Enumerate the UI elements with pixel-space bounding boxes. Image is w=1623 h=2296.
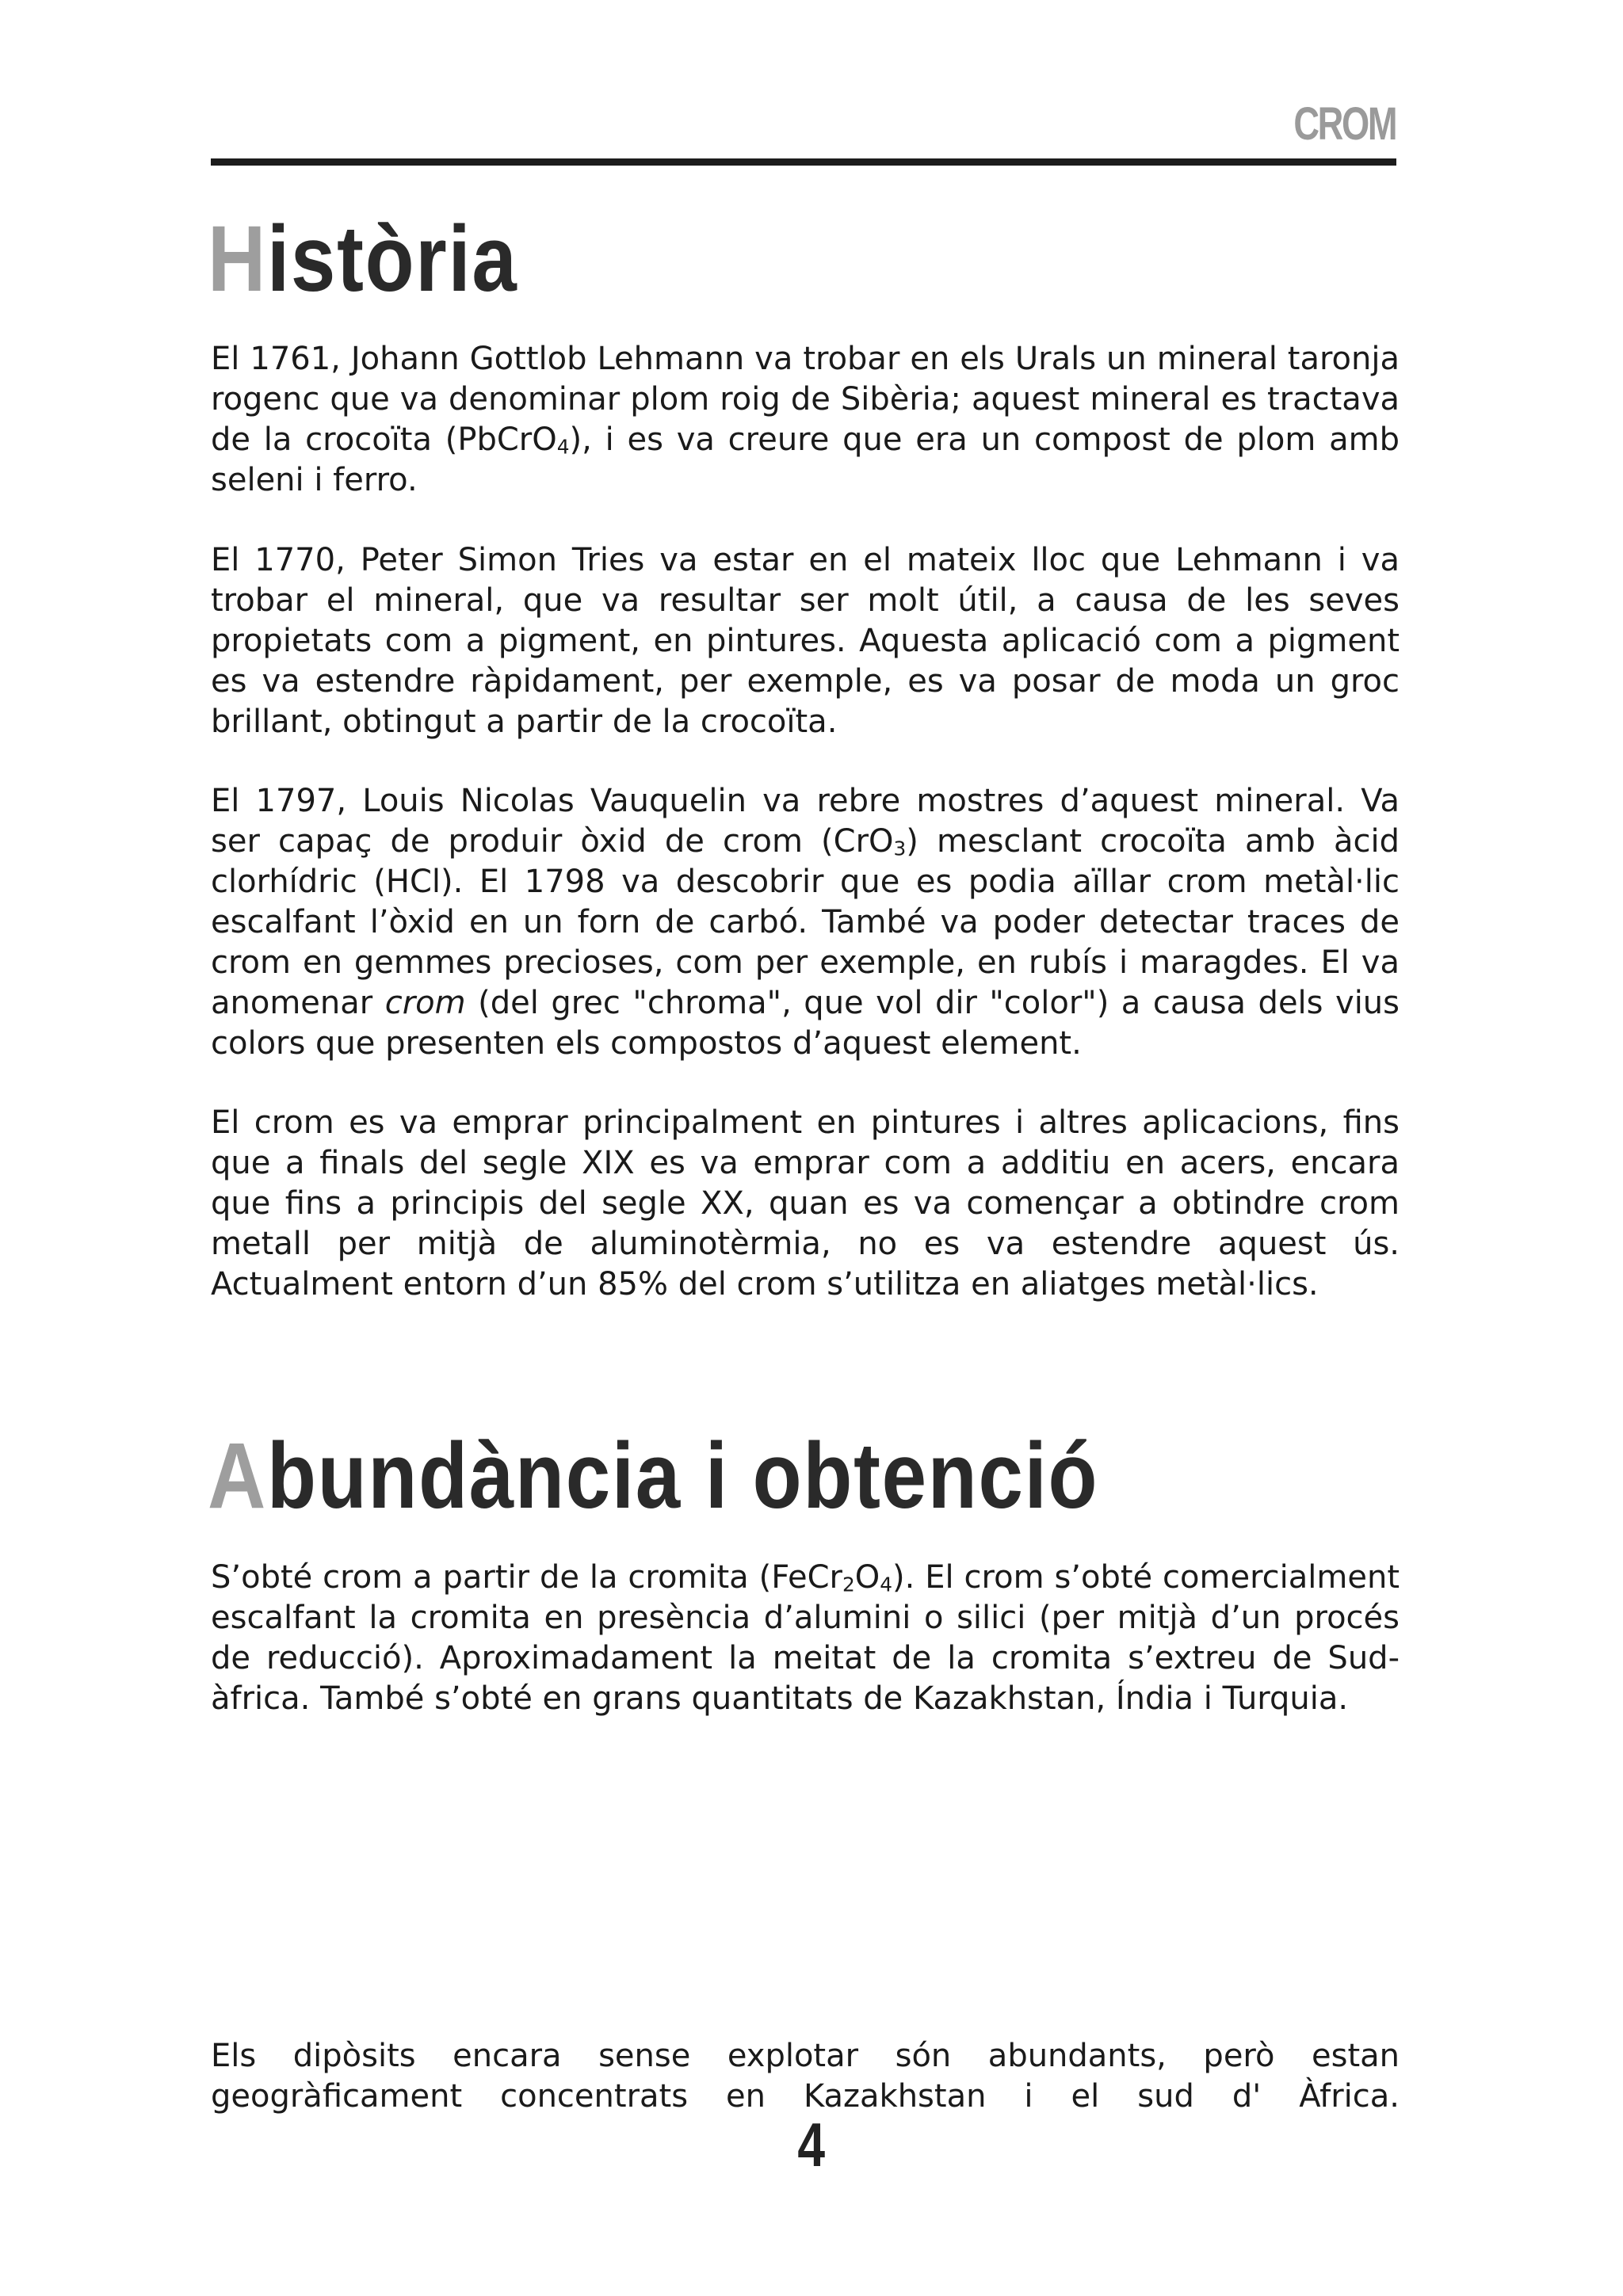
subscript: 2 bbox=[842, 1573, 855, 1596]
text-run: El 1797, Louis Nicolas Vauquelin va rebre mostres d’aquest mineral. Va ser capaç de produir òxid de crom (CrO bbox=[211, 783, 1400, 860]
text-run: S’obté crom a partir de la cromita (FeCr bbox=[211, 1559, 842, 1596]
section-heading-abundancia bbox=[208, 1424, 1099, 1528]
header-title: CROM bbox=[1293, 98, 1396, 150]
paragraph bbox=[211, 540, 1400, 742]
text-run: El 1761, Johann Gottlob Lehmann va trobar en els Urals un mineral taronja rogenc que va denominar plom roig de Sibèria; aquest mineral es tractava de la crocoïta (PbCrO bbox=[211, 341, 1400, 458]
text-run: ) mesclant crocoïta amb àcid clorhídric (HCl). El 1798 va descobrir que es podia aïllar crom metàl·lic escalfant l’òxid en un forn de carbó. També va poder detectar traces de crom en gemmes precioses, com per exemple, en rubís i maragdes. El va anomenar bbox=[211, 823, 1400, 1021]
subscript: 4 bbox=[556, 435, 570, 459]
text-run: ), i es va creure que era un compost de plom amb seleni i ferro. bbox=[211, 421, 1400, 498]
text-run: El crom es va emprar principalment en pintures i altres aplicacions, fins que a finals del segle XIX es va emprar com a additiu en acers, encara que fins a principis del segle XX, quan es va començar a obtindre crom metall per mitjà de aluminotèrmia, no es va estendre aquest ús. Actualment entorn d’un 85% del crom s’utilitza en aliatges metàl·lics. bbox=[211, 1104, 1400, 1302]
paragraph bbox=[211, 339, 1400, 501]
paragraph bbox=[211, 1103, 1400, 1305]
heading-rest: istòria bbox=[267, 207, 518, 311]
heading-initial: A bbox=[208, 1424, 268, 1528]
subscript: 3 bbox=[893, 837, 907, 860]
text-run: Els dipòsits encara sense explotar són abundants, però estan geogràficament concentrats en Kazakhstan i el sud d' Àfrica. bbox=[211, 2038, 1400, 2115]
page-number-text: 4 bbox=[797, 2110, 826, 2180]
text-run: ). El crom s’obté comercialment escalfant la cromita en presència d’alumini o silici (per mitjà d’un procés de reducció). Aproximadament la meitat de la cromita s’extreu de Sud-àfrica. També s’obté en grans quantitats de Kazakhstan, Índia i Turquia. bbox=[211, 1559, 1400, 1717]
paragraph bbox=[211, 1558, 1400, 1719]
paragraph bbox=[211, 2036, 1400, 2117]
header-rule bbox=[211, 158, 1396, 166]
subscript: 4 bbox=[880, 1573, 893, 1596]
emphasis: crom bbox=[384, 985, 466, 1021]
text-run: (del grec "chroma", que vol dir "color") a causa dels vius colors que presenten els compostos d’aquest element. bbox=[211, 985, 1400, 1062]
section-heading-historia bbox=[208, 207, 518, 311]
heading-initial: H bbox=[208, 207, 268, 311]
paragraph bbox=[211, 781, 1400, 1064]
text-run: El 1770, Peter Simon Tries va estar en el mateix lloc que Lehmann i va trobar el mineral, que va resultar ser molt útil, a causa de les seves propietats com a pigment, en pintures. Aquesta aplicació com a pigment es va estendre ràpidament, per exemple, es va posar de moda un groc brillant, obtingut a partir de la crocoïta. bbox=[211, 542, 1400, 740]
text-run: O bbox=[854, 1559, 880, 1596]
page-number bbox=[0, 2110, 1623, 2180]
heading-rest: bundància i obtenció bbox=[267, 1424, 1099, 1528]
